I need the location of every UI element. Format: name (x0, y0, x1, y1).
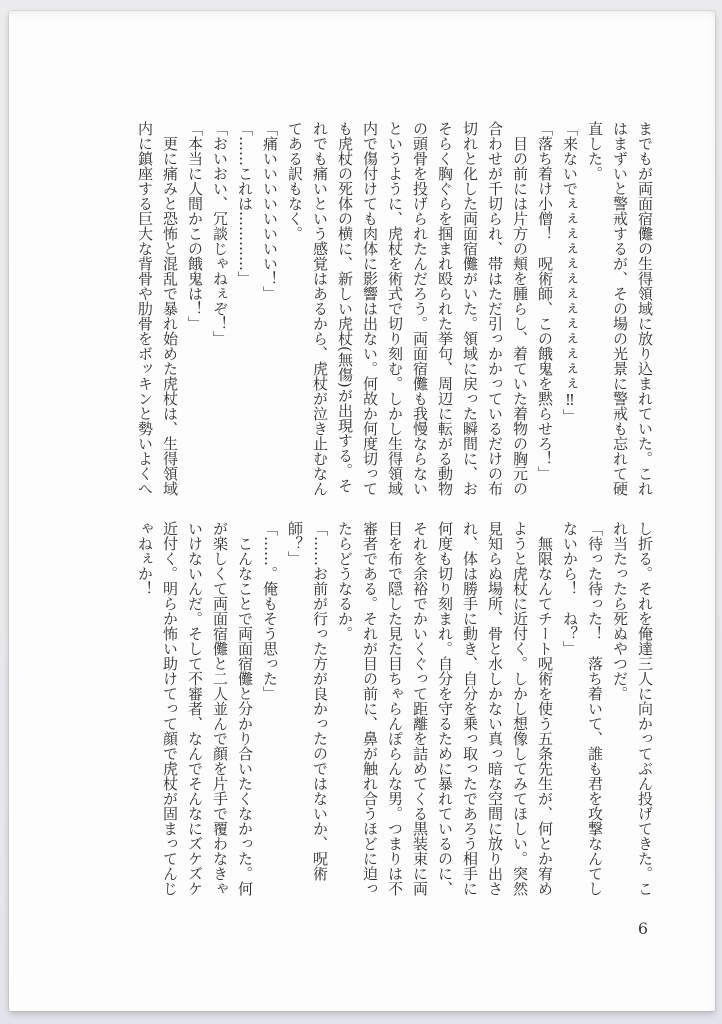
text-line: てある訳もなく。 (286, 121, 304, 241)
text-line: 内に鎮座する巨大な背骨や肋骨をボッキンと勢いよくへ (136, 121, 154, 496)
text-line: というように、虎杖を術式で切り刻む。しかし生得領域 (386, 121, 404, 496)
text-line: 「待った待った！ 落ち着いて、誰も君を攻撃なんてし (586, 521, 604, 896)
text-line: 目の前には片方の頬を腫らし、着ていた着物の胸元の (511, 121, 529, 496)
text-line: 「落ち着け小僧！ 呪術師、この餓鬼を黙らせろ！」 (536, 121, 554, 481)
text-line: 見知らぬ場所、骨と水しかない真っ暗な空間に放り出さ (486, 521, 504, 896)
text-line: 「本当に人間かこの餓鬼は！」 (186, 121, 204, 331)
text-line: ないから！ ね？」 (561, 521, 579, 656)
text-line: れ、体は勝手に動き、自分を乗っ取ったであろう相手に (461, 521, 479, 896)
text-line: 「……これは…………」 (236, 121, 254, 286)
text-line: 合わせが千切られ、帯はただ引っかかっているだけの布 (486, 121, 504, 496)
text-line: 更に痛みと恐怖と混乱で暴れ始めた虎杖は、生得領域 (161, 121, 179, 496)
page-number: 6 (637, 919, 649, 938)
text-line: こんなことで両面宿儺と分かり合いたくなかった。何 (236, 521, 254, 896)
text-line: そらく胸ぐらを掴まれ殴られた挙句、周辺に転がる動物 (436, 121, 454, 496)
text-line: 無限なんてチート呪術を使う五条先生が、何とか宥め (536, 521, 554, 896)
text-line: 「痛いいいいいいいい！」 (261, 121, 279, 301)
text-line: までもが両面宿儺の生得領域に放り込まれていた。これ (636, 121, 654, 496)
text-line: も虎杖の死体の横に、新しい虎杖(無傷)が出現する。そ (336, 121, 354, 493)
text-line: 「来ないでぇぇぇぇぇぇぇぇぇぇぇぇぇ‼」 (561, 121, 579, 424)
text-line: 審者である。それが目の前に、鼻が触れ合うほどに迫っ (361, 521, 379, 896)
book-page (9, 11, 715, 1011)
text-line: 内で傷付けても肉体に影響は出ない。何故か何度切って (361, 121, 379, 496)
text-line: それを余裕でかいくぐって距離を詰めてくる黒装束に両 (411, 521, 429, 896)
text-line: ゃねぇか！ (136, 521, 154, 596)
text-line: が楽しくて両面宿儺と二人並んで顔を片手で覆わなきゃ (211, 521, 229, 896)
text-line: いけないんだ。そして不審者、なんでそんなにズケズケ (186, 521, 204, 896)
text-line: し折る。それを俺達三人に向かってぶん投げてきた。こ (636, 521, 654, 896)
text-block-upper (125, 121, 657, 503)
text-line: 「……。俺もそう思った」 (261, 521, 279, 701)
text-line: 「……お前が行った方が良かったのではないか、呪術 (311, 521, 329, 881)
text-line: はまずいと警戒するが、その場の光景に警戒も忘れて硬 (611, 121, 629, 496)
text-line: 直した。 (586, 121, 604, 181)
text-line: 切れと化した両面宿儺がいた。領域に戻った瞬間に、お (461, 121, 479, 496)
text-line: 何度も切り刻まれ。自分を守るために暴れているのに、 (436, 521, 454, 896)
text-line: れでも痛いという感覚はあるから、虎杖が泣き止むなん (311, 121, 329, 496)
text-line: 師？」 (286, 521, 304, 566)
text-block-lower (125, 521, 657, 903)
text-line: たらどうなるか。 (336, 521, 354, 641)
text-line: 目を布で隠した見た目ちゃらんぽらんな男。つまりは不 (386, 521, 404, 896)
text-line: 近付く。明らか怖い助けてって顔で虎杖が固まってんじ (161, 521, 179, 896)
text-line: 「おいおい、冗談じゃねぇぞ！」 (211, 121, 229, 346)
text-line: の頭骨を投げられたんだろう。両面宿儺も我慢ならない (411, 121, 429, 496)
text-line: ようと虎杖に近付く。しかし想像してみてほしい。突然 (511, 521, 529, 896)
text-line: れ当たったら死ぬやつだ。 (611, 521, 629, 701)
